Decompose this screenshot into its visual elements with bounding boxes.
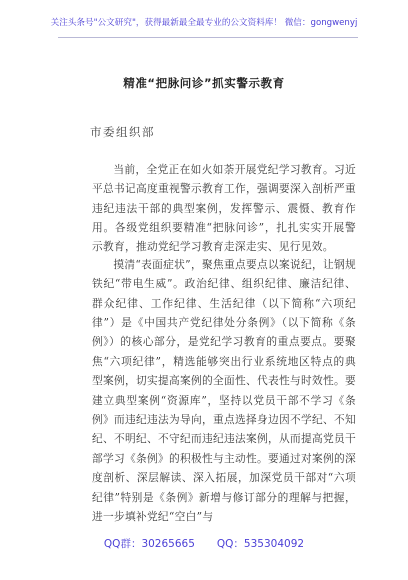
header-banner-link[interactable]: 关注头条号"公文研究"，获得最新最全最专业的公文资料库！ 微信：gongwenyj (50, 18, 358, 28)
body-paragraph-2: 摸清“表面症状”，聚焦重点要点以案说纪，让钢规铁纪“带电生威”。政治纪律、组织纪律、廉洁纪律、群众纪律、工作纪律、生活纪律（以下简称“六项纪律”）是《中国共产党纪律处分条例》（以下简称《条例》）的核心部分，是党纪学习教育的重点要点。要聚焦“六项纪律”，精选能够突出行业系统地区特点的典型案例，切实提高案例的全面性、代表性与时效性。要建立典型案例“资源库”，坚持以党员干部不学习《条例》而违纪违法为导向，重点选择身边因不学纪、不知纪、不明纪、不守纪而违纪违法案例，从而提高党员干部学习《条例》的积极性与主动性。要通过对案例的深度剖析、深层解读、深入拓展，加深党员干部对“六项纪律”特别是《条例》新增与修订部分的理解与把握，进一步填补党纪“空白”与 (92, 257, 356, 523)
body-paragraph-1: 当前，全党正在如火如荼开展党纪学习教育。习近平总书记高度重视警示教育工作，强调要深入剖析严重违纪违法干部的典型案例，发挥警示、震慑、教育作用。各级党组织要精准“把脉问诊”，扎扎实实开展警示教育，推动党纪学习教育走深走实、见行见效。 (92, 162, 356, 254)
footer-qq-group: QQ群：30265665 (103, 538, 195, 550)
header-divider (58, 37, 358, 38)
document-author: 市委组织部 (90, 125, 155, 139)
footer-contact (0, 536, 408, 551)
footer-qq-number: QQ：535304092 (216, 538, 305, 550)
header-banner[interactable] (0, 16, 408, 28)
document-title: 精准“把脉问诊”抓实警示教育 (123, 76, 285, 90)
